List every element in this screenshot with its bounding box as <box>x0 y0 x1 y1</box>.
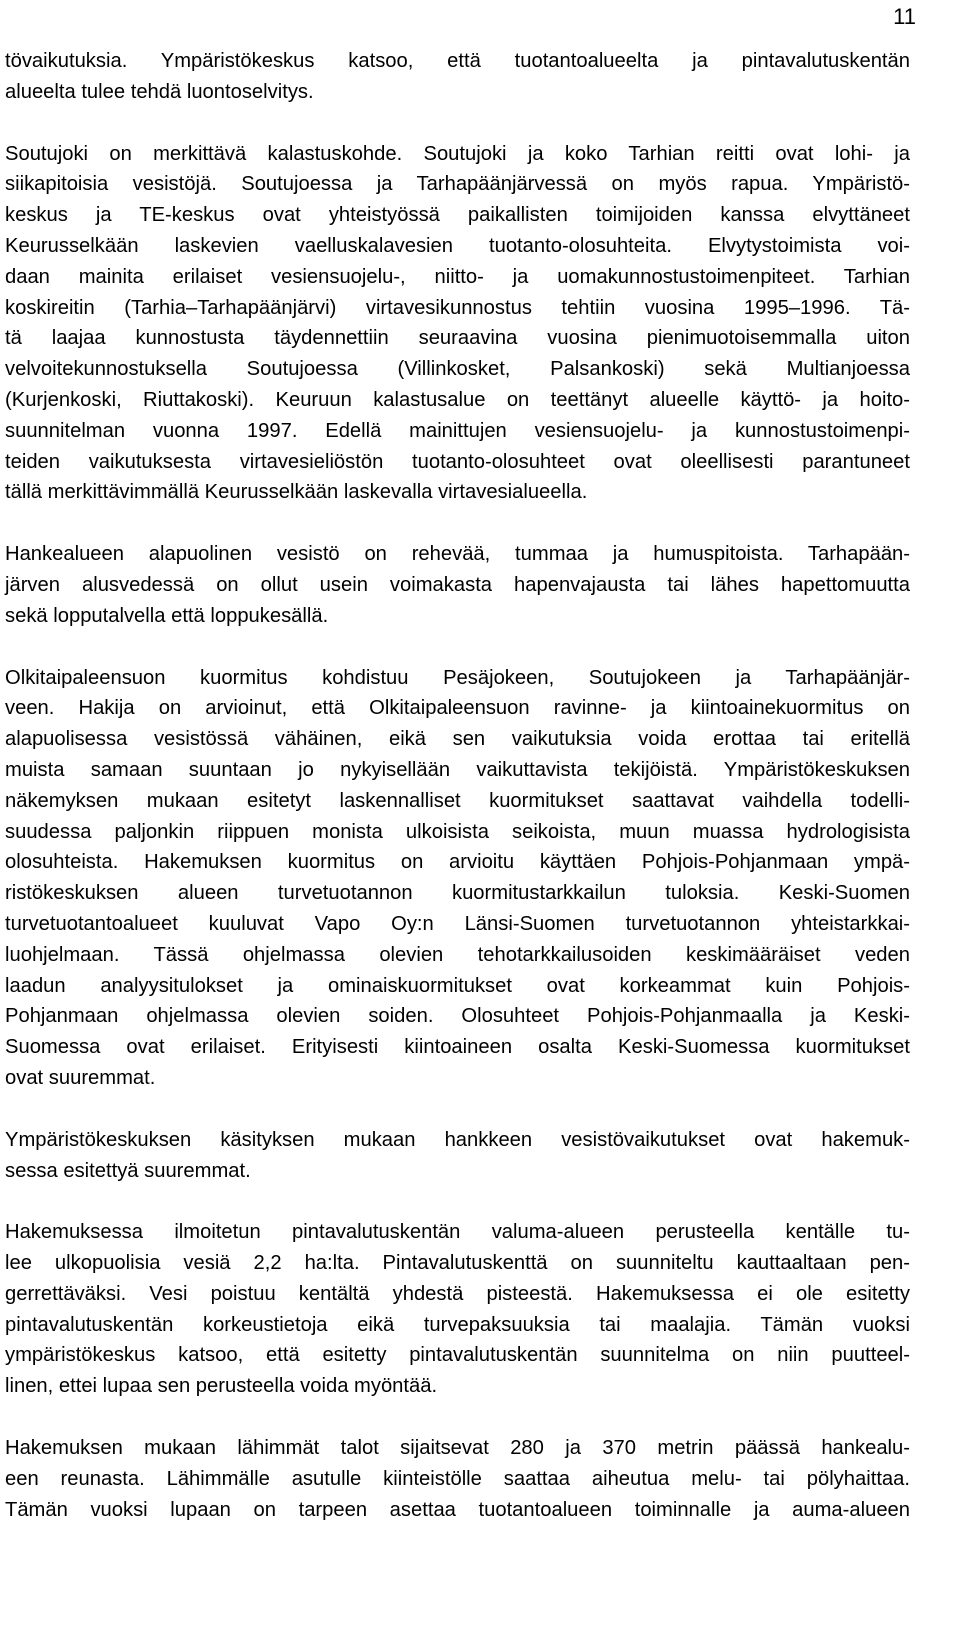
text-line: Pohjanmaan ohjelmassa olevien soiden. Olosuhteet Pohjois-Pohjanmaalla ja Keski- <box>5 1005 910 1028</box>
text-line: siikapitoisia vesistöjä. Soutujoessa ja Tarhapäänjärvessä on myös rapua. Ympäristö- <box>5 173 910 196</box>
text-line: teiden vaikutuksesta virtavesieliöstön tuotanto-olosuhteet ovat oleellisesti parantuneet <box>5 450 910 473</box>
text-line: Olkitaipaleensuon kuormitus kohdistuu Pesäjokeen, Soutujokeen ja Tarhapäänjär- <box>5 666 910 689</box>
text-line: muista samaan suuntaan jo nykyisellään vaikuttavista tekijöistä. Ympäristökeskuksen <box>5 758 910 781</box>
text-line: turvetuotantoalueet kuuluvat Vapo Oy:n Länsi-Suomen turvetuotannon yhteistarkkai- <box>5 912 910 935</box>
text-line: tä laajaa kunnostusta täydennettiin seuraavina vuosina pienimuotoisemmalla uiton <box>5 327 910 350</box>
page-number: 11 <box>893 4 916 29</box>
text-line: näkemyksen mukaan esitetyt laskennalliset kuormitukset saattavat vaihdella todelli- <box>5 789 910 812</box>
text-line: gerrettäväksi. Vesi poistuu kentältä yhdestä pisteestä. Hakemuksessa ei ole esitetty <box>5 1282 910 1305</box>
text-line: luohjelmaan. Tässä ohjelmassa olevien tehotarkkailusoiden keskimääräiset veden <box>5 943 910 966</box>
text-line: Keurusselkään laskevien vaelluskalavesien tuotanto-olosuhteita. Elvytystoimista voi- <box>5 234 910 257</box>
paragraph-center-opinion <box>5 1125 910 1187</box>
text-line: pintavalutuskentän korkeustietoja eikä turvepaksuuksia tai maalajia. Tämän vuoksi <box>5 1313 910 1336</box>
text-line: lee ulkopuolisia vesiä 2,2 ha:lta. Pintavalutuskenttä on suunniteltu kauttaaltaan pen- <box>5 1252 910 1275</box>
text-line: linen, ettei lupaa sen perusteella voida myöntää. <box>5 1375 438 1398</box>
text-line: veen. Hakija on arvioinut, että Olkitaipaleensuon ravinne- ja kiintoainekuormitus on <box>5 697 910 720</box>
text-line: alueelta tulee tehdä luontoselvitys. <box>5 80 314 103</box>
paragraph-load-assessment <box>5 663 910 1094</box>
text-line: Soutujoki on merkittävä kalastuskohde. Soutujoki ja koko Tarhian reitti ovat lohi- ja <box>5 142 910 165</box>
text-line: alapuolisessa vesistössä vähäinen, eikä sen vaikutuksia voida erottaa tai eritellä <box>5 728 910 751</box>
text-line: tövaikutuksia. Ympäristökeskus katsoo, että tuotantoalueelta ja pintavalutuskentän <box>5 50 910 72</box>
text-line: Ympäristökeskuksen käsityksen mukaan hankkeen vesistövaikutukset ovat hakemuk- <box>5 1128 910 1151</box>
text-line: (Kurjenkoski, Riuttakoski). Keuruun kalastusalue on teettänyt alueelle käyttö- ja hoito- <box>5 388 910 411</box>
document-body <box>5 46 910 1556</box>
text-line: tällä merkittävimmällä Keurusselkään laskevalla virtavesialueella. <box>5 481 588 504</box>
text-line: daan mainita erilaiset vesiensuojelu-, niitto- ja uomakunnostustoimenpiteet. Tarhian <box>5 265 910 288</box>
text-line: Tämän vuoksi lupaan on tarpeen asettaa tuotantoalueen toiminnalle ja auma-alueen <box>5 1498 910 1521</box>
paragraph-environmental-effects-end <box>5 46 910 108</box>
text-line: velvoitekunnostuksella Soutujoessa (Villinkosket, Palsankoski) sekä Multianjoessa <box>5 358 910 381</box>
text-line: Hakemuksen mukaan lähimmät talot sijaitsevat 280 ja 370 metrin päässä hankealu- <box>5 1437 910 1460</box>
paragraph-nearest-houses <box>5 1433 910 1525</box>
text-line: laadun analyysitulokset ja ominaiskuormitukset ovat korkeammat kuin Pohjois- <box>5 974 910 997</box>
text-line: sekä lopputalvella että loppukesällä. <box>5 604 329 627</box>
text-line: koskireitin (Tarhia–Tarhapäänjärvi) virtavesikunnostus tehtiin vuosina 1995–1996. Tä- <box>5 296 910 319</box>
text-line: ristökeskuksen alueen turvetuotannon kuormitustarkkailun tuloksia. Keski-Suomen <box>5 882 910 905</box>
text-line: järven alusvedessä on ollut usein voimakasta hapenvajausta tai lähes hapettomuutta <box>5 573 910 596</box>
paragraph-overland-flow-field <box>5 1217 910 1402</box>
text-line: ovat suuremmat. <box>5 1066 156 1089</box>
text-line: Hakemuksessa ilmoitetun pintavalutuskentän valuma-alueen perusteella kentälle tu- <box>5 1221 910 1244</box>
paragraph-downstream-waters <box>5 539 910 631</box>
paragraph-fishing-site <box>5 139 910 509</box>
text-line: ympäristökeskus katsoo, että esitetty pintavalutuskentän suunnitelma on niin puutteel- <box>5 1344 910 1367</box>
text-line: Suomessa ovat erilaiset. Erityisesti kiintoaineen osalta Keski-Suomessa kuormitukset <box>5 1036 910 1059</box>
text-line: sessa esitettyä suuremmat. <box>5 1159 251 1182</box>
text-line: een reunasta. Lähimmälle asutulle kiinteistölle saattaa aiheutua melu- tai pölyhaittaa. <box>5 1467 910 1490</box>
text-line: keskus ja TE-keskus ovat yhteistyössä paikallisten toimijoiden kanssa elvyttäneet <box>5 204 910 227</box>
text-line: Hankealueen alapuolinen vesistö on rehevää, tummaa ja humuspitoista. Tarhapään- <box>5 543 910 566</box>
text-line: suudessa paljonkin riippuen monista ulkoisista seikoista, muun muassa hydrologisista <box>5 820 910 843</box>
text-line: suunnitelman vuonna 1997. Edellä mainittujen vesiensuojelu- ja kunnostustoimenpi- <box>5 419 910 442</box>
text-line: olosuhteista. Hakemuksen kuormitus on arvioitu käyttäen Pohjois-Pohjanmaan ympä- <box>5 851 910 874</box>
